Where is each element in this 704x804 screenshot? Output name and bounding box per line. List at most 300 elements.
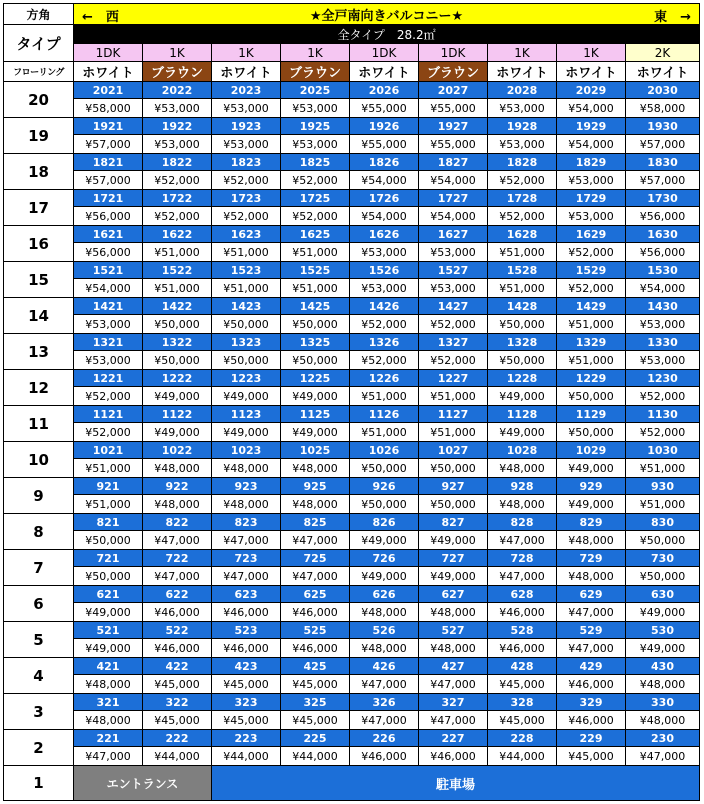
unit-number-cell: 1826: [350, 154, 419, 171]
east-direction: 東 →: [654, 10, 692, 25]
unit-number-cell: 1123: [212, 406, 281, 423]
price-cell: ¥53,000: [488, 99, 557, 118]
unit-number-cell: 1126: [350, 406, 419, 423]
flooring-cell: ブラウン: [281, 62, 350, 82]
price-cell: ¥49,000: [143, 423, 212, 442]
unit-number-cell: 1327: [419, 334, 488, 351]
room-type-cell: 1DK: [350, 44, 419, 62]
unit-number-cell: 1127: [419, 406, 488, 423]
unit-number-cell: 721: [74, 550, 143, 567]
unit-number-cell: 1325: [281, 334, 350, 351]
unit-number-cell: 1130: [626, 406, 700, 423]
price-cell: ¥51,000: [74, 495, 143, 514]
unit-number-cell: 1621: [74, 226, 143, 243]
unit-number-cell: 223: [212, 730, 281, 747]
room-type-cell: 2K: [626, 44, 700, 62]
unit-number-cell: 723: [212, 550, 281, 567]
unit-number-cell: 1925: [281, 118, 350, 135]
price-cell: ¥46,000: [212, 603, 281, 622]
unit-number-row: [4, 586, 700, 603]
price-cell: ¥50,000: [74, 531, 143, 550]
unit-number-row: [4, 442, 700, 459]
unit-number-cell: 626: [350, 586, 419, 603]
unit-number-cell: 825: [281, 514, 350, 531]
unit-number-cell: 528: [488, 622, 557, 639]
floor-number: 4: [4, 658, 74, 694]
unit-number-cell: 222: [143, 730, 212, 747]
unit-number-cell: 1023: [212, 442, 281, 459]
price-cell: ¥46,000: [419, 747, 488, 766]
price-cell: ¥50,000: [143, 351, 212, 370]
price-cell: ¥47,000: [212, 531, 281, 550]
price-cell: ¥54,000: [557, 99, 626, 118]
price-cell: ¥49,000: [488, 423, 557, 442]
price-cell: ¥57,000: [626, 171, 700, 190]
price-cell: ¥48,000: [419, 603, 488, 622]
price-cell: ¥55,000: [350, 99, 419, 118]
unit-number-cell: 926: [350, 478, 419, 495]
direction-label: 方角: [4, 4, 74, 25]
price-cell: ¥58,000: [74, 99, 143, 118]
unit-number-cell: 923: [212, 478, 281, 495]
price-row: [4, 675, 700, 694]
price-cell: ¥53,000: [557, 171, 626, 190]
unit-number-cell: 1228: [488, 370, 557, 387]
price-cell: ¥48,000: [557, 567, 626, 586]
price-cell: ¥51,000: [419, 423, 488, 442]
unit-number-cell: 527: [419, 622, 488, 639]
price-cell: ¥45,000: [281, 675, 350, 694]
unit-number-cell: 523: [212, 622, 281, 639]
unit-number-cell: 2030: [626, 82, 700, 99]
price-cell: ¥52,000: [488, 171, 557, 190]
unit-number-cell: 1122: [143, 406, 212, 423]
price-cell: ¥45,000: [557, 747, 626, 766]
unit-number-cell: 427: [419, 658, 488, 675]
unit-number-cell: 228: [488, 730, 557, 747]
unit-number-cell: 1928: [488, 118, 557, 135]
flooring-cell: ホワイト: [74, 62, 143, 82]
price-cell: ¥58,000: [626, 99, 700, 118]
unit-number-cell: 730: [626, 550, 700, 567]
unit-number-cell: 325: [281, 694, 350, 711]
unit-number-cell: 1829: [557, 154, 626, 171]
unit-number-row: [4, 262, 700, 279]
floor-number: 14: [4, 298, 74, 334]
unit-number-cell: 430: [626, 658, 700, 675]
unit-number-row: [4, 406, 700, 423]
price-row: [4, 135, 700, 154]
unit-number-cell: 1426: [350, 298, 419, 315]
unit-number-cell: 627: [419, 586, 488, 603]
price-cell: ¥48,000: [626, 711, 700, 730]
price-cell: ¥53,000: [350, 279, 419, 298]
floor-number: 11: [4, 406, 74, 442]
unit-number-cell: 1622: [143, 226, 212, 243]
unit-number-cell: 827: [419, 514, 488, 531]
price-cell: ¥51,000: [488, 279, 557, 298]
unit-number-cell: 327: [419, 694, 488, 711]
price-cell: ¥53,000: [419, 243, 488, 262]
type-summary-row: [4, 25, 700, 44]
unit-number-cell: 529: [557, 622, 626, 639]
price-cell: ¥44,000: [281, 747, 350, 766]
unit-number-cell: 1026: [350, 442, 419, 459]
price-cell: ¥46,000: [143, 603, 212, 622]
price-cell: ¥44,000: [143, 747, 212, 766]
unit-number-cell: 1027: [419, 442, 488, 459]
flooring-cell: ホワイト: [212, 62, 281, 82]
unit-number-cell: 1821: [74, 154, 143, 171]
price-cell: ¥52,000: [626, 423, 700, 442]
price-cell: ¥48,000: [143, 459, 212, 478]
unit-number-cell: 1328: [488, 334, 557, 351]
unit-number-cell: 322: [143, 694, 212, 711]
unit-number-cell: 1827: [419, 154, 488, 171]
balcony-note: ★全戸南向きバルコニー★: [309, 8, 464, 24]
price-cell: ¥56,000: [626, 207, 700, 226]
direction-bar: [74, 4, 700, 25]
unit-number-row: [4, 622, 700, 639]
unit-number-cell: 727: [419, 550, 488, 567]
price-cell: ¥51,000: [626, 459, 700, 478]
unit-number-cell: 1923: [212, 118, 281, 135]
unit-number-cell: 1629: [557, 226, 626, 243]
price-cell: ¥48,000: [350, 639, 419, 658]
unit-number-cell: 1322: [143, 334, 212, 351]
unit-number-cell: 1529: [557, 262, 626, 279]
price-cell: ¥55,000: [350, 135, 419, 154]
unit-number-cell: 525: [281, 622, 350, 639]
price-cell: ¥51,000: [350, 423, 419, 442]
price-row: [4, 387, 700, 406]
price-cell: ¥53,000: [557, 207, 626, 226]
unit-number-cell: 1022: [143, 442, 212, 459]
flooring-cell: ホワイト: [488, 62, 557, 82]
price-row: [4, 99, 700, 118]
floor-number: 13: [4, 334, 74, 370]
unit-number-cell: 1029: [557, 442, 626, 459]
price-cell: ¥54,000: [350, 207, 419, 226]
price-cell: ¥50,000: [350, 459, 419, 478]
unit-number-cell: 1222: [143, 370, 212, 387]
price-cell: ¥52,000: [74, 387, 143, 406]
unit-number-cell: 1626: [350, 226, 419, 243]
price-cell: ¥49,000: [74, 639, 143, 658]
unit-number-cell: 221: [74, 730, 143, 747]
unit-number-cell: 1525: [281, 262, 350, 279]
unit-number-cell: 1128: [488, 406, 557, 423]
unit-number-cell: 422: [143, 658, 212, 675]
price-row: [4, 495, 700, 514]
unit-number-cell: 1229: [557, 370, 626, 387]
entrance-cell: エントランス: [74, 766, 212, 801]
unit-number-cell: 1422: [143, 298, 212, 315]
price-cell: ¥45,000: [143, 675, 212, 694]
unit-number-cell: 2026: [350, 82, 419, 99]
direction-row: [4, 4, 700, 25]
price-row: [4, 531, 700, 550]
price-row: [4, 423, 700, 442]
price-cell: ¥48,000: [626, 675, 700, 694]
unit-number-cell: 1125: [281, 406, 350, 423]
unit-number-cell: 426: [350, 658, 419, 675]
price-cell: ¥51,000: [143, 243, 212, 262]
price-row: [4, 603, 700, 622]
price-cell: ¥45,000: [281, 711, 350, 730]
unit-number-cell: 822: [143, 514, 212, 531]
floor-number: 2: [4, 730, 74, 766]
price-cell: ¥48,000: [350, 603, 419, 622]
parking-cell: 駐車場: [212, 766, 700, 801]
unit-number-cell: 2025: [281, 82, 350, 99]
price-cell: ¥47,000: [143, 531, 212, 550]
unit-number-cell: 2022: [143, 82, 212, 99]
price-cell: ¥49,000: [74, 603, 143, 622]
price-cell: ¥45,000: [488, 711, 557, 730]
price-cell: ¥53,000: [488, 135, 557, 154]
unit-number-cell: 521: [74, 622, 143, 639]
price-cell: ¥53,000: [74, 351, 143, 370]
unit-number-cell: 823: [212, 514, 281, 531]
price-cell: ¥49,000: [557, 459, 626, 478]
price-cell: ¥52,000: [419, 351, 488, 370]
price-cell: ¥46,000: [488, 639, 557, 658]
unit-number-cell: 929: [557, 478, 626, 495]
west-direction: ← 西: [82, 10, 119, 25]
price-cell: ¥45,000: [488, 675, 557, 694]
unit-number-cell: 1230: [626, 370, 700, 387]
unit-number-cell: 2029: [557, 82, 626, 99]
price-cell: ¥51,000: [281, 243, 350, 262]
unit-number-cell: 2028: [488, 82, 557, 99]
unit-number-row: [4, 370, 700, 387]
price-cell: ¥52,000: [419, 315, 488, 334]
unit-number-cell: 2021: [74, 82, 143, 99]
flooring-cell: ホワイト: [557, 62, 626, 82]
price-cell: ¥49,000: [143, 387, 212, 406]
unit-number-cell: 1025: [281, 442, 350, 459]
unit-number-cell: 1427: [419, 298, 488, 315]
unit-number-cell: 1428: [488, 298, 557, 315]
all-types-summary: 全タイプ 28.2㎡: [74, 25, 700, 44]
unit-number-cell: 326: [350, 694, 419, 711]
unit-number-cell: 230: [626, 730, 700, 747]
unit-number-cell: 1423: [212, 298, 281, 315]
price-row: [4, 351, 700, 370]
price-cell: ¥50,000: [212, 351, 281, 370]
flooring-row: [4, 62, 700, 82]
price-cell: ¥50,000: [212, 315, 281, 334]
unit-number-cell: 225: [281, 730, 350, 747]
unit-number-row: [4, 478, 700, 495]
price-cell: ¥54,000: [557, 135, 626, 154]
price-cell: ¥48,000: [143, 495, 212, 514]
price-cell: ¥48,000: [74, 675, 143, 694]
price-cell: ¥46,000: [350, 747, 419, 766]
unit-number-cell: 1028: [488, 442, 557, 459]
price-cell: ¥56,000: [74, 243, 143, 262]
price-row: [4, 567, 700, 586]
unit-number-row: [4, 514, 700, 531]
unit-number-cell: 1627: [419, 226, 488, 243]
unit-number-cell: 728: [488, 550, 557, 567]
price-cell: ¥53,000: [626, 351, 700, 370]
floor-number: 6: [4, 586, 74, 622]
price-cell: ¥50,000: [281, 315, 350, 334]
type-label: タイプ: [4, 25, 74, 62]
price-cell: ¥47,000: [626, 747, 700, 766]
unit-number-cell: 1825: [281, 154, 350, 171]
room-price-table: [3, 3, 700, 801]
price-cell: ¥54,000: [626, 279, 700, 298]
unit-number-cell: 1528: [488, 262, 557, 279]
price-cell: ¥53,000: [143, 99, 212, 118]
price-cell: ¥46,000: [557, 675, 626, 694]
unit-number-cell: 628: [488, 586, 557, 603]
price-cell: ¥53,000: [212, 99, 281, 118]
ground-floor-row: [4, 766, 700, 801]
unit-number-cell: 1321: [74, 334, 143, 351]
price-cell: ¥49,000: [626, 639, 700, 658]
price-cell: ¥47,000: [143, 567, 212, 586]
price-row: [4, 315, 700, 334]
price-cell: ¥49,000: [488, 387, 557, 406]
price-row: [4, 243, 700, 262]
price-row: [4, 207, 700, 226]
price-cell: ¥47,000: [557, 639, 626, 658]
price-cell: ¥46,000: [488, 603, 557, 622]
unit-number-cell: 1723: [212, 190, 281, 207]
unit-number-cell: 428: [488, 658, 557, 675]
price-cell: ¥44,000: [488, 747, 557, 766]
price-row: [4, 639, 700, 658]
price-cell: ¥52,000: [281, 171, 350, 190]
price-cell: ¥49,000: [281, 387, 350, 406]
flooring-cell: ホワイト: [350, 62, 419, 82]
floor-number: 17: [4, 190, 74, 226]
price-cell: ¥50,000: [143, 315, 212, 334]
unit-number-cell: 330: [626, 694, 700, 711]
price-cell: ¥52,000: [212, 207, 281, 226]
price-cell: ¥51,000: [557, 351, 626, 370]
flooring-label: フローリング: [4, 62, 74, 82]
unit-number-cell: 826: [350, 514, 419, 531]
price-row: [4, 711, 700, 730]
unit-number-cell: 1921: [74, 118, 143, 135]
unit-number-cell: 1225: [281, 370, 350, 387]
price-cell: ¥48,000: [488, 495, 557, 514]
price-cell: ¥53,000: [419, 279, 488, 298]
price-cell: ¥46,000: [212, 639, 281, 658]
unit-number-cell: 629: [557, 586, 626, 603]
price-cell: ¥52,000: [626, 387, 700, 406]
unit-number-row: [4, 154, 700, 171]
unit-number-row: [4, 334, 700, 351]
price-cell: ¥47,000: [419, 675, 488, 694]
price-cell: ¥50,000: [488, 351, 557, 370]
price-cell: ¥57,000: [74, 171, 143, 190]
unit-number-cell: 925: [281, 478, 350, 495]
price-cell: ¥47,000: [281, 567, 350, 586]
price-cell: ¥53,000: [350, 243, 419, 262]
price-cell: ¥45,000: [143, 711, 212, 730]
unit-number-row: [4, 226, 700, 243]
unit-number-cell: 2027: [419, 82, 488, 99]
price-cell: ¥54,000: [419, 171, 488, 190]
price-cell: ¥46,000: [557, 711, 626, 730]
price-cell: ¥53,000: [626, 315, 700, 334]
price-cell: ¥54,000: [74, 279, 143, 298]
unit-number-cell: 425: [281, 658, 350, 675]
unit-number-cell: 1726: [350, 190, 419, 207]
unit-number-cell: 725: [281, 550, 350, 567]
unit-number-cell: 927: [419, 478, 488, 495]
price-cell: ¥53,000: [281, 99, 350, 118]
unit-number-cell: 922: [143, 478, 212, 495]
price-cell: ¥52,000: [350, 315, 419, 334]
type-row: [4, 44, 700, 62]
unit-number-cell: 1730: [626, 190, 700, 207]
unit-number-row: [4, 298, 700, 315]
price-cell: ¥50,000: [626, 531, 700, 550]
floor-number: 8: [4, 514, 74, 550]
price-cell: ¥52,000: [557, 279, 626, 298]
price-cell: ¥55,000: [419, 135, 488, 154]
unit-number-cell: 229: [557, 730, 626, 747]
floor-number: 5: [4, 622, 74, 658]
flooring-cell: ブラウン: [143, 62, 212, 82]
unit-number-cell: 1221: [74, 370, 143, 387]
unit-number-cell: 1129: [557, 406, 626, 423]
price-cell: ¥51,000: [281, 279, 350, 298]
unit-number-cell: 1722: [143, 190, 212, 207]
price-cell: ¥48,000: [281, 459, 350, 478]
unit-number-cell: 928: [488, 478, 557, 495]
price-cell: ¥47,000: [350, 675, 419, 694]
floor-number: 20: [4, 82, 74, 118]
flooring-cell: ホワイト: [626, 62, 700, 82]
floor-number: 10: [4, 442, 74, 478]
price-cell: ¥52,000: [350, 351, 419, 370]
price-cell: ¥49,000: [626, 603, 700, 622]
unit-number-cell: 621: [74, 586, 143, 603]
price-cell: ¥52,000: [143, 171, 212, 190]
room-type-cell: 1K: [488, 44, 557, 62]
price-row: [4, 459, 700, 478]
price-cell: ¥49,000: [350, 567, 419, 586]
price-cell: ¥52,000: [74, 423, 143, 442]
unit-number-cell: 930: [626, 478, 700, 495]
price-cell: ¥49,000: [212, 423, 281, 442]
room-type-cell: 1K: [557, 44, 626, 62]
unit-number-cell: 329: [557, 694, 626, 711]
unit-number-cell: 830: [626, 514, 700, 531]
price-cell: ¥51,000: [350, 387, 419, 406]
price-row: [4, 279, 700, 298]
price-cell: ¥50,000: [626, 567, 700, 586]
unit-number-cell: 1021: [74, 442, 143, 459]
price-cell: ¥51,000: [143, 279, 212, 298]
unit-number-cell: 2023: [212, 82, 281, 99]
price-cell: ¥48,000: [419, 639, 488, 658]
unit-number-cell: 1425: [281, 298, 350, 315]
unit-number-cell: 1930: [626, 118, 700, 135]
price-cell: ¥50,000: [419, 495, 488, 514]
unit-number-cell: 1430: [626, 298, 700, 315]
price-cell: ¥45,000: [212, 675, 281, 694]
unit-number-cell: 1323: [212, 334, 281, 351]
